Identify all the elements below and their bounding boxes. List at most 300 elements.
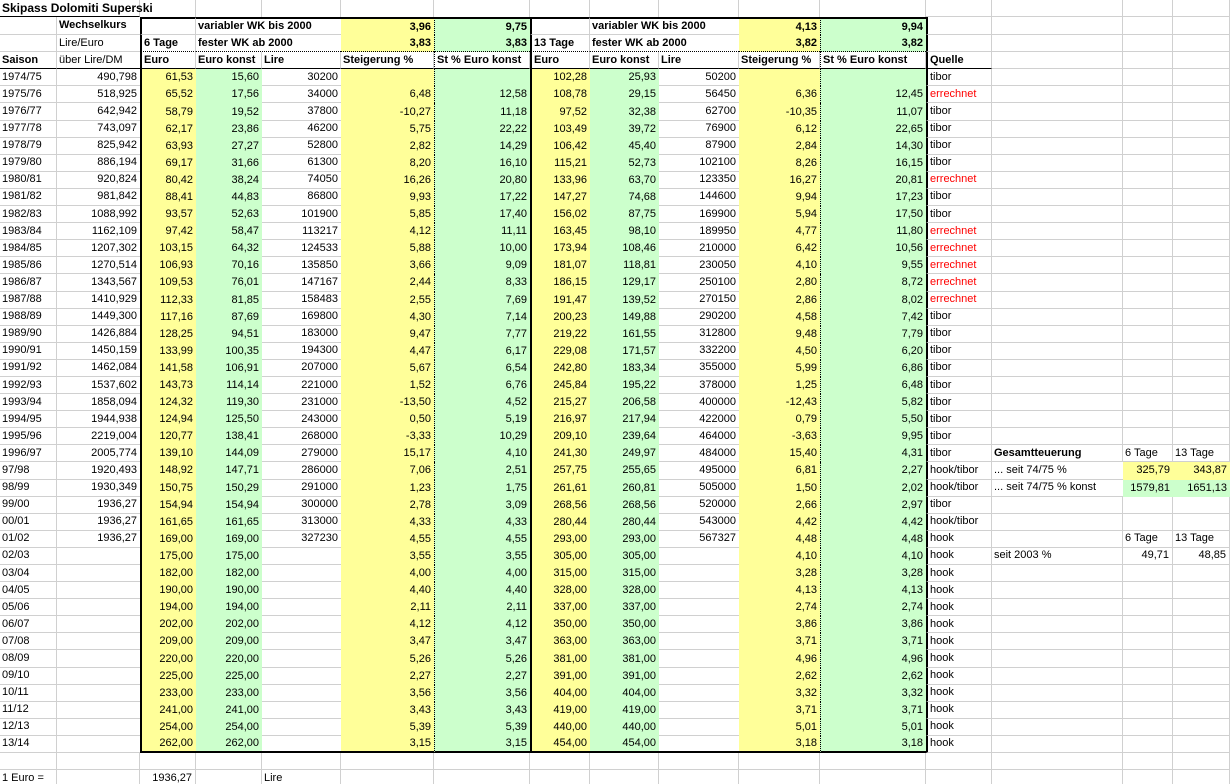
- cell-13t-lire[interactable]: 290200: [659, 309, 739, 326]
- cell-13t-lire[interactable]: 56450: [659, 86, 739, 103]
- cell-6t-steigerung[interactable]: 3,66: [341, 257, 434, 274]
- cell-6t-euro-konst[interactable]: 87,69: [196, 309, 262, 326]
- cell-saison[interactable]: 11/12: [0, 702, 57, 719]
- cell-13t-st-euro-konst[interactable]: 6,86: [820, 360, 926, 377]
- cell-note-label[interactable]: [992, 514, 1123, 531]
- cell-6t-st-euro-konst[interactable]: 5,26: [434, 650, 530, 667]
- cell-note-6-tage[interactable]: 325,79: [1123, 462, 1173, 479]
- cell-13t-steigerung[interactable]: 1,25: [739, 377, 820, 394]
- cell-6t-euro-konst[interactable]: 94,51: [196, 326, 262, 343]
- cell-quelle[interactable]: tibor: [926, 138, 992, 155]
- cell-6t-lire[interactable]: [262, 685, 341, 702]
- cell-6t-euro-konst[interactable]: 31,66: [196, 155, 262, 172]
- cell-6t-euro-konst[interactable]: 262,00: [196, 736, 262, 753]
- cell-saison[interactable]: 1982/83: [0, 206, 57, 223]
- cell-quelle[interactable]: tibor: [926, 206, 992, 223]
- cell-6t-steigerung[interactable]: [341, 69, 434, 86]
- cell-6t-st-euro-konst[interactable]: 6,76: [434, 377, 530, 394]
- cell-13t-lire[interactable]: 520000: [659, 497, 739, 514]
- cell-6t-steigerung[interactable]: 5,26: [341, 650, 434, 667]
- cell-6t-steigerung[interactable]: 4,12: [341, 223, 434, 240]
- cell-6t-st-euro-konst[interactable]: 4,55: [434, 531, 530, 548]
- cell-note-13-tage[interactable]: [1173, 394, 1230, 411]
- cell-note-13-tage[interactable]: [1173, 326, 1230, 343]
- cell-6t-st-euro-konst[interactable]: 3,55: [434, 548, 530, 565]
- cell-quelle[interactable]: tibor: [926, 497, 992, 514]
- cell-6t-euro-konst[interactable]: 182,00: [196, 565, 262, 582]
- cell-note-13-tage[interactable]: 343,87: [1173, 462, 1230, 479]
- cell-13t-st-euro-konst[interactable]: 4,10: [820, 548, 926, 565]
- cell-note-label[interactable]: [992, 223, 1123, 240]
- cell-13t-euro-konst[interactable]: 381,00: [590, 650, 659, 667]
- header-6t-fester-wk[interactable]: fester WK ab 2000: [196, 35, 341, 52]
- cell-6t-st-euro-konst[interactable]: 3,09: [434, 497, 530, 514]
- cell-13t-st-euro-konst[interactable]: 3,32: [820, 685, 926, 702]
- cell-note-label[interactable]: [992, 206, 1123, 223]
- cell-6t-euro-konst[interactable]: 119,30: [196, 394, 262, 411]
- cell-13t-euro-konst[interactable]: 268,56: [590, 497, 659, 514]
- cell-6t-lire[interactable]: 207000: [262, 360, 341, 377]
- cell-6t-lire[interactable]: [262, 736, 341, 753]
- cell-note-13-tage[interactable]: [1173, 343, 1230, 360]
- cell-note-6-tage[interactable]: [1123, 103, 1173, 120]
- cell-note-13-tage[interactable]: [1173, 685, 1230, 702]
- cell-13t-st-euro-konst[interactable]: 10,56: [820, 240, 926, 257]
- cell-6t-steigerung[interactable]: 2,82: [341, 138, 434, 155]
- cell-6t-st-euro-konst[interactable]: 5,39: [434, 719, 530, 736]
- cell-13t-steigerung[interactable]: 3,32: [739, 685, 820, 702]
- cell-13t-st-euro-konst[interactable]: 3,18: [820, 736, 926, 753]
- cell-6t-steigerung[interactable]: 2,11: [341, 599, 434, 616]
- cell-6t-st-euro-konst[interactable]: 17,22: [434, 189, 530, 206]
- cell-13t-lire[interactable]: 567327: [659, 531, 739, 548]
- cell-13t-steigerung[interactable]: 16,27: [739, 172, 820, 189]
- cell-6t-euro[interactable]: 202,00: [140, 616, 196, 633]
- cell-13t-steigerung[interactable]: 4,42: [739, 514, 820, 531]
- cell-6t-steigerung[interactable]: 5,39: [341, 719, 434, 736]
- cell-6t-euro-konst[interactable]: 38,24: [196, 172, 262, 189]
- cell-note-13-tage[interactable]: [1173, 428, 1230, 445]
- cell-6t-steigerung[interactable]: 9,47: [341, 326, 434, 343]
- cell-6t-euro-konst[interactable]: 23,86: [196, 121, 262, 138]
- cell-quelle[interactable]: errechnet: [926, 274, 992, 291]
- cell-note-6-tage[interactable]: [1123, 377, 1173, 394]
- cell-kurs-lire-euro[interactable]: 1088,992: [57, 206, 140, 223]
- cell-6t-lire[interactable]: 158483: [262, 292, 341, 309]
- cell-note-6-tage[interactable]: [1123, 138, 1173, 155]
- cell-note-13-tage[interactable]: 48,85: [1173, 548, 1230, 565]
- header-6t-fest-st-konst[interactable]: 3,83: [434, 35, 530, 52]
- cell-13t-steigerung[interactable]: 3,18: [739, 736, 820, 753]
- cell-note-6-tage[interactable]: [1123, 497, 1173, 514]
- cell-6t-st-euro-konst[interactable]: 6,54: [434, 360, 530, 377]
- cell-13t-steigerung[interactable]: 3,71: [739, 702, 820, 719]
- cell-note-6-tage[interactable]: [1123, 394, 1173, 411]
- cell-quelle[interactable]: tibor: [926, 155, 992, 172]
- cell-note-13-tage[interactable]: [1173, 599, 1230, 616]
- cell-13t-euro-konst[interactable]: 440,00: [590, 719, 659, 736]
- cell-6t-st-euro-konst[interactable]: 17,40: [434, 206, 530, 223]
- cell-13t-st-euro-konst[interactable]: 3,71: [820, 702, 926, 719]
- cell-6t-st-euro-konst[interactable]: 5,19: [434, 411, 530, 428]
- cell-quelle[interactable]: hook/tibor: [926, 480, 992, 497]
- header-13t-fester-wk[interactable]: fester WK ab 2000: [590, 35, 739, 52]
- cell-13t-euro[interactable]: 315,00: [530, 565, 590, 582]
- cell-note-label[interactable]: [992, 599, 1123, 616]
- cell-6t-steigerung[interactable]: 4,12: [341, 616, 434, 633]
- cell-13t-lire[interactable]: 76900: [659, 121, 739, 138]
- cell-13t-euro[interactable]: 181,07: [530, 257, 590, 274]
- cell-6t-steigerung[interactable]: -3,33: [341, 428, 434, 445]
- cell-kurs-lire-euro[interactable]: [57, 633, 140, 650]
- cell-13t-steigerung[interactable]: 4,48: [739, 531, 820, 548]
- cell-13t-euro[interactable]: 363,00: [530, 633, 590, 650]
- cell-13t-lire[interactable]: 464000: [659, 428, 739, 445]
- cell-6t-euro-konst[interactable]: 76,01: [196, 274, 262, 291]
- cell-6t-euro[interactable]: 225,00: [140, 668, 196, 685]
- cell-13t-euro[interactable]: 293,00: [530, 531, 590, 548]
- cell-13t-euro-konst[interactable]: 260,81: [590, 480, 659, 497]
- cell-6t-euro[interactable]: 133,99: [140, 343, 196, 360]
- cell-13t-euro-konst[interactable]: 29,15: [590, 86, 659, 103]
- cell-6t-st-euro-konst[interactable]: 3,15: [434, 736, 530, 753]
- cell-13t-steigerung[interactable]: 2,86: [739, 292, 820, 309]
- cell-13t-euro[interactable]: 391,00: [530, 668, 590, 685]
- cell-13t-lire[interactable]: [659, 736, 739, 753]
- cell-6t-steigerung[interactable]: 2,55: [341, 292, 434, 309]
- cell-6t-euro-konst[interactable]: 175,00: [196, 548, 262, 565]
- cell-13t-euro[interactable]: 200,23: [530, 309, 590, 326]
- col-header-lire-6t[interactable]: Lire: [262, 52, 341, 69]
- cell-13t-st-euro-konst[interactable]: [820, 69, 926, 86]
- cell-6t-euro-konst[interactable]: 19,52: [196, 103, 262, 120]
- cell-13t-lire[interactable]: 50200: [659, 69, 739, 86]
- cell-6t-lire[interactable]: 243000: [262, 411, 341, 428]
- cell-13t-euro[interactable]: 173,94: [530, 240, 590, 257]
- cell-13t-euro-konst[interactable]: 139,52: [590, 292, 659, 309]
- cell-13t-steigerung[interactable]: 2,84: [739, 138, 820, 155]
- cell-note-6-tage[interactable]: [1123, 121, 1173, 138]
- cell-6t-lire[interactable]: 124533: [262, 240, 341, 257]
- cell-6t-lire[interactable]: 61300: [262, 155, 341, 172]
- cell-6t-euro[interactable]: 65,52: [140, 86, 196, 103]
- cell-saison[interactable]: 1976/77: [0, 103, 57, 120]
- cell-note-6-tage[interactable]: [1123, 650, 1173, 667]
- cell-13t-steigerung[interactable]: 4,96: [739, 650, 820, 667]
- cell-13t-euro-konst[interactable]: 404,00: [590, 685, 659, 702]
- cell-note-6-tage[interactable]: [1123, 292, 1173, 309]
- cell-13t-steigerung[interactable]: 3,86: [739, 616, 820, 633]
- cell-6t-steigerung[interactable]: 16,26: [341, 172, 434, 189]
- cell-13t-steigerung[interactable]: 3,28: [739, 565, 820, 582]
- cell-note-label[interactable]: [992, 616, 1123, 633]
- cell-13t-euro[interactable]: 381,00: [530, 650, 590, 667]
- cell-6t-steigerung[interactable]: 15,17: [341, 445, 434, 462]
- cell-6t-lire[interactable]: [262, 650, 341, 667]
- cell-6t-lire[interactable]: 37800: [262, 103, 341, 120]
- cell-kurs-lire-euro[interactable]: [57, 702, 140, 719]
- cell-quelle[interactable]: tibor: [926, 103, 992, 120]
- cell-13t-steigerung[interactable]: 5,01: [739, 719, 820, 736]
- cell-6t-st-euro-konst[interactable]: 11,11: [434, 223, 530, 240]
- cell-quelle[interactable]: hook: [926, 633, 992, 650]
- header-13t-variabler-wk[interactable]: variabler WK bis 2000: [590, 17, 739, 35]
- cell-13t-euro-konst[interactable]: 25,93: [590, 69, 659, 86]
- header-13t-var-st-konst[interactable]: 9,94: [820, 17, 926, 35]
- cell-quelle[interactable]: hook: [926, 702, 992, 719]
- cell-13t-st-euro-konst[interactable]: 2,27: [820, 462, 926, 479]
- cell-13t-lire[interactable]: [659, 702, 739, 719]
- cell-13t-steigerung[interactable]: 2,74: [739, 599, 820, 616]
- cell-saison[interactable]: 07/08: [0, 633, 57, 650]
- cell-13t-euro[interactable]: 419,00: [530, 702, 590, 719]
- cell-13t-euro[interactable]: 103,49: [530, 121, 590, 138]
- cell-note-13-tage[interactable]: [1173, 257, 1230, 274]
- cell-6t-steigerung[interactable]: 3,55: [341, 548, 434, 565]
- cell-6t-euro-konst[interactable]: 70,16: [196, 257, 262, 274]
- cell-13t-euro[interactable]: 454,00: [530, 736, 590, 753]
- header-6-tage[interactable]: 6 Tage: [140, 35, 196, 52]
- cell-13t-lire[interactable]: 169900: [659, 206, 739, 223]
- cell-note-label[interactable]: [992, 172, 1123, 189]
- cell-saison[interactable]: 13/14: [0, 736, 57, 753]
- cell-kurs-lire-euro[interactable]: 1270,514: [57, 257, 140, 274]
- cell-quelle[interactable]: tibor: [926, 445, 992, 462]
- cell-6t-st-euro-konst[interactable]: 20,80: [434, 172, 530, 189]
- cell-6t-lire[interactable]: 101900: [262, 206, 341, 223]
- cell-13t-st-euro-konst[interactable]: 11,80: [820, 223, 926, 240]
- cell-13t-euro[interactable]: 133,96: [530, 172, 590, 189]
- col-header-steigerung-6t[interactable]: Steigerung %: [341, 52, 434, 69]
- cell-saison[interactable]: 1974/75: [0, 69, 57, 86]
- cell-6t-euro-konst[interactable]: 169,00: [196, 531, 262, 548]
- cell-saison[interactable]: 1980/81: [0, 172, 57, 189]
- header-wechselkurs[interactable]: Wechselkurs: [57, 17, 140, 35]
- cell-13t-euro[interactable]: 147,27: [530, 189, 590, 206]
- cell-6t-st-euro-konst[interactable]: 7,69: [434, 292, 530, 309]
- col-header-euro-13t[interactable]: Euro: [530, 52, 590, 69]
- cell-6t-euro[interactable]: 88,41: [140, 189, 196, 206]
- cell-13t-euro-konst[interactable]: 52,73: [590, 155, 659, 172]
- cell-6t-steigerung[interactable]: 3,47: [341, 633, 434, 650]
- cell-quelle[interactable]: errechnet: [926, 86, 992, 103]
- cell-13t-euro-konst[interactable]: 183,34: [590, 360, 659, 377]
- cell-6t-lire[interactable]: [262, 565, 341, 582]
- col-header-ueber-lire-dm[interactable]: über Lire/DM: [57, 52, 140, 69]
- cell-kurs-lire-euro[interactable]: 1426,884: [57, 326, 140, 343]
- cell-13t-lire[interactable]: 484000: [659, 445, 739, 462]
- cell-13t-lire[interactable]: 495000: [659, 462, 739, 479]
- cell-6t-euro-konst[interactable]: 17,56: [196, 86, 262, 103]
- cell-note-label[interactable]: [992, 360, 1123, 377]
- cell-6t-euro-konst[interactable]: 138,41: [196, 428, 262, 445]
- cell-kurs-lire-euro[interactable]: 1162,109: [57, 223, 140, 240]
- cell-6t-lire[interactable]: 135850: [262, 257, 341, 274]
- cell-6t-steigerung[interactable]: 7,06: [341, 462, 434, 479]
- cell-kurs-lire-euro[interactable]: 1858,094: [57, 394, 140, 411]
- cell-kurs-lire-euro[interactable]: 886,194: [57, 155, 140, 172]
- cell-saison[interactable]: 10/11: [0, 685, 57, 702]
- cell-note-label[interactable]: [992, 565, 1123, 582]
- cell-6t-st-euro-konst[interactable]: 12,58: [434, 86, 530, 103]
- cell-note-label[interactable]: [992, 702, 1123, 719]
- cell-13t-euro-konst[interactable]: 337,00: [590, 599, 659, 616]
- cell-6t-euro[interactable]: 63,93: [140, 138, 196, 155]
- cell-13t-st-euro-konst[interactable]: 17,23: [820, 189, 926, 206]
- cell-6t-steigerung[interactable]: 3,56: [341, 685, 434, 702]
- cell-13t-steigerung[interactable]: 2,66: [739, 497, 820, 514]
- cell-note-13-tage[interactable]: [1173, 189, 1230, 206]
- cell-note-13-tage[interactable]: [1173, 274, 1230, 291]
- cell-13t-lire[interactable]: [659, 599, 739, 616]
- cell-6t-st-euro-konst[interactable]: 6,17: [434, 343, 530, 360]
- cell-6t-euro-konst[interactable]: 161,65: [196, 514, 262, 531]
- footer-euro-label[interactable]: 1 Euro =: [0, 770, 57, 784]
- cell-13t-steigerung[interactable]: 4,50: [739, 343, 820, 360]
- cell-13t-euro[interactable]: 191,47: [530, 292, 590, 309]
- cell-saison[interactable]: 03/04: [0, 565, 57, 582]
- cell-note-label[interactable]: [992, 326, 1123, 343]
- cell-quelle[interactable]: tibor: [926, 326, 992, 343]
- cell-note-6-tage[interactable]: [1123, 685, 1173, 702]
- cell-6t-lire[interactable]: [262, 633, 341, 650]
- cell-quelle[interactable]: hook: [926, 650, 992, 667]
- header-lire-euro[interactable]: Lire/Euro: [57, 35, 140, 52]
- cell-13t-steigerung[interactable]: 1,50: [739, 480, 820, 497]
- cell-13t-euro[interactable]: 241,30: [530, 445, 590, 462]
- cell-13t-euro-konst[interactable]: 280,44: [590, 514, 659, 531]
- cell-13t-euro-konst[interactable]: 293,00: [590, 531, 659, 548]
- cell-13t-euro-konst[interactable]: 129,17: [590, 274, 659, 291]
- cell-note-6-tage[interactable]: 6 Tage: [1123, 445, 1173, 462]
- col-header-lire-13t[interactable]: Lire: [659, 52, 739, 69]
- cell-13t-euro-konst[interactable]: 118,81: [590, 257, 659, 274]
- cell-note-label[interactable]: [992, 240, 1123, 257]
- cell-6t-steigerung[interactable]: -13,50: [341, 394, 434, 411]
- cell-note-6-tage[interactable]: [1123, 257, 1173, 274]
- cell-note-6-tage[interactable]: [1123, 309, 1173, 326]
- cell-6t-euro-konst[interactable]: 194,00: [196, 599, 262, 616]
- footer-euro-unit[interactable]: Lire: [262, 770, 341, 784]
- cell-6t-st-euro-konst[interactable]: 3,47: [434, 633, 530, 650]
- cell-note-6-tage[interactable]: [1123, 240, 1173, 257]
- cell-13t-st-euro-konst[interactable]: 5,01: [820, 719, 926, 736]
- cell-note-13-tage[interactable]: [1173, 668, 1230, 685]
- cell-13t-steigerung[interactable]: 4,77: [739, 223, 820, 240]
- cell-13t-st-euro-konst[interactable]: 9,95: [820, 428, 926, 445]
- cell-note-label[interactable]: [992, 274, 1123, 291]
- cell-note-13-tage[interactable]: [1173, 616, 1230, 633]
- cell-6t-steigerung[interactable]: 3,15: [341, 736, 434, 753]
- cell-kurs-lire-euro[interactable]: 2219,004: [57, 428, 140, 445]
- cell-kurs-lire-euro[interactable]: 642,942: [57, 103, 140, 120]
- cell-13t-st-euro-konst[interactable]: 14,30: [820, 138, 926, 155]
- cell-6t-steigerung[interactable]: 8,20: [341, 155, 434, 172]
- cell-6t-steigerung[interactable]: 4,40: [341, 582, 434, 599]
- cell-6t-lire[interactable]: [262, 668, 341, 685]
- cell-kurs-lire-euro[interactable]: [57, 565, 140, 582]
- cell-6t-steigerung[interactable]: -10,27: [341, 103, 434, 120]
- cell-13t-st-euro-konst[interactable]: 6,20: [820, 343, 926, 360]
- cell-note-13-tage[interactable]: [1173, 633, 1230, 650]
- cell-kurs-lire-euro[interactable]: 1920,493: [57, 462, 140, 479]
- cell-6t-lire[interactable]: 286000: [262, 462, 341, 479]
- cell-13t-euro-konst[interactable]: 315,00: [590, 565, 659, 582]
- cell-kurs-lire-euro[interactable]: [57, 650, 140, 667]
- cell-note-6-tage[interactable]: [1123, 702, 1173, 719]
- cell-6t-euro[interactable]: 194,00: [140, 599, 196, 616]
- cell-6t-euro-konst[interactable]: 15,60: [196, 69, 262, 86]
- header-6t-fest-steigerung[interactable]: 3,83: [341, 35, 434, 52]
- cell-note-6-tage[interactable]: [1123, 616, 1173, 633]
- cell-13t-euro[interactable]: 215,27: [530, 394, 590, 411]
- cell-6t-euro-konst[interactable]: 44,83: [196, 189, 262, 206]
- cell-saison[interactable]: 1993/94: [0, 394, 57, 411]
- cell-6t-st-euro-konst[interactable]: 2,27: [434, 668, 530, 685]
- cell-kurs-lire-euro[interactable]: [57, 668, 140, 685]
- cell-6t-st-euro-konst[interactable]: 22,22: [434, 121, 530, 138]
- cell-13t-lire[interactable]: [659, 616, 739, 633]
- cell-note-label[interactable]: Gesamtteuerung: [992, 445, 1123, 462]
- cell-note-label[interactable]: [992, 394, 1123, 411]
- cell-13t-euro[interactable]: 156,02: [530, 206, 590, 223]
- cell-note-6-tage[interactable]: 6 Tage: [1123, 531, 1173, 548]
- cell-note-13-tage[interactable]: [1173, 103, 1230, 120]
- cell-13t-euro[interactable]: 216,97: [530, 411, 590, 428]
- cell-13t-euro[interactable]: 97,52: [530, 103, 590, 120]
- cell-note-label[interactable]: ... seit 74/75 % konst: [992, 480, 1123, 497]
- cell-6t-euro-konst[interactable]: 220,00: [196, 650, 262, 667]
- cell-note-13-tage[interactable]: [1173, 240, 1230, 257]
- cell-13t-st-euro-konst[interactable]: 4,42: [820, 514, 926, 531]
- cell-13t-st-euro-konst[interactable]: 2,02: [820, 480, 926, 497]
- cell-note-6-tage[interactable]: [1123, 360, 1173, 377]
- cell-6t-euro[interactable]: 80,42: [140, 172, 196, 189]
- cell-13t-steigerung[interactable]: 9,48: [739, 326, 820, 343]
- cell-6t-euro-konst[interactable]: 233,00: [196, 685, 262, 702]
- cell-6t-steigerung[interactable]: 5,75: [341, 121, 434, 138]
- cell-6t-lire[interactable]: 300000: [262, 497, 341, 514]
- cell-note-13-tage[interactable]: [1173, 309, 1230, 326]
- cell-6t-st-euro-konst[interactable]: 14,29: [434, 138, 530, 155]
- cell-saison[interactable]: 1991/92: [0, 360, 57, 377]
- cell-quelle[interactable]: hook: [926, 719, 992, 736]
- cell-6t-euro-konst[interactable]: 254,00: [196, 719, 262, 736]
- cell-13t-lire[interactable]: [659, 633, 739, 650]
- cell-13t-st-euro-konst[interactable]: 7,79: [820, 326, 926, 343]
- cell-quelle[interactable]: errechnet: [926, 292, 992, 309]
- cell-note-label[interactable]: [992, 736, 1123, 753]
- cell-note-label[interactable]: [992, 719, 1123, 736]
- cell-13t-lire[interactable]: [659, 582, 739, 599]
- cell-note-label[interactable]: [992, 377, 1123, 394]
- cell-note-label[interactable]: [992, 650, 1123, 667]
- cell-13t-lire[interactable]: 505000: [659, 480, 739, 497]
- cell-6t-st-euro-konst[interactable]: 4,33: [434, 514, 530, 531]
- cell-note-label[interactable]: [992, 86, 1123, 103]
- cell-6t-euro[interactable]: 93,57: [140, 206, 196, 223]
- cell-13t-steigerung[interactable]: 6,36: [739, 86, 820, 103]
- cell-13t-euro-konst[interactable]: 328,00: [590, 582, 659, 599]
- cell-13t-euro[interactable]: 257,75: [530, 462, 590, 479]
- cell-6t-euro-konst[interactable]: 52,63: [196, 206, 262, 223]
- cell-13t-euro-konst[interactable]: 255,65: [590, 462, 659, 479]
- cell-13t-lire[interactable]: [659, 668, 739, 685]
- cell-13t-euro-konst[interactable]: 149,88: [590, 309, 659, 326]
- cell-6t-st-euro-konst[interactable]: 9,09: [434, 257, 530, 274]
- cell-6t-euro[interactable]: 169,00: [140, 531, 196, 548]
- cell-13t-euro[interactable]: 337,00: [530, 599, 590, 616]
